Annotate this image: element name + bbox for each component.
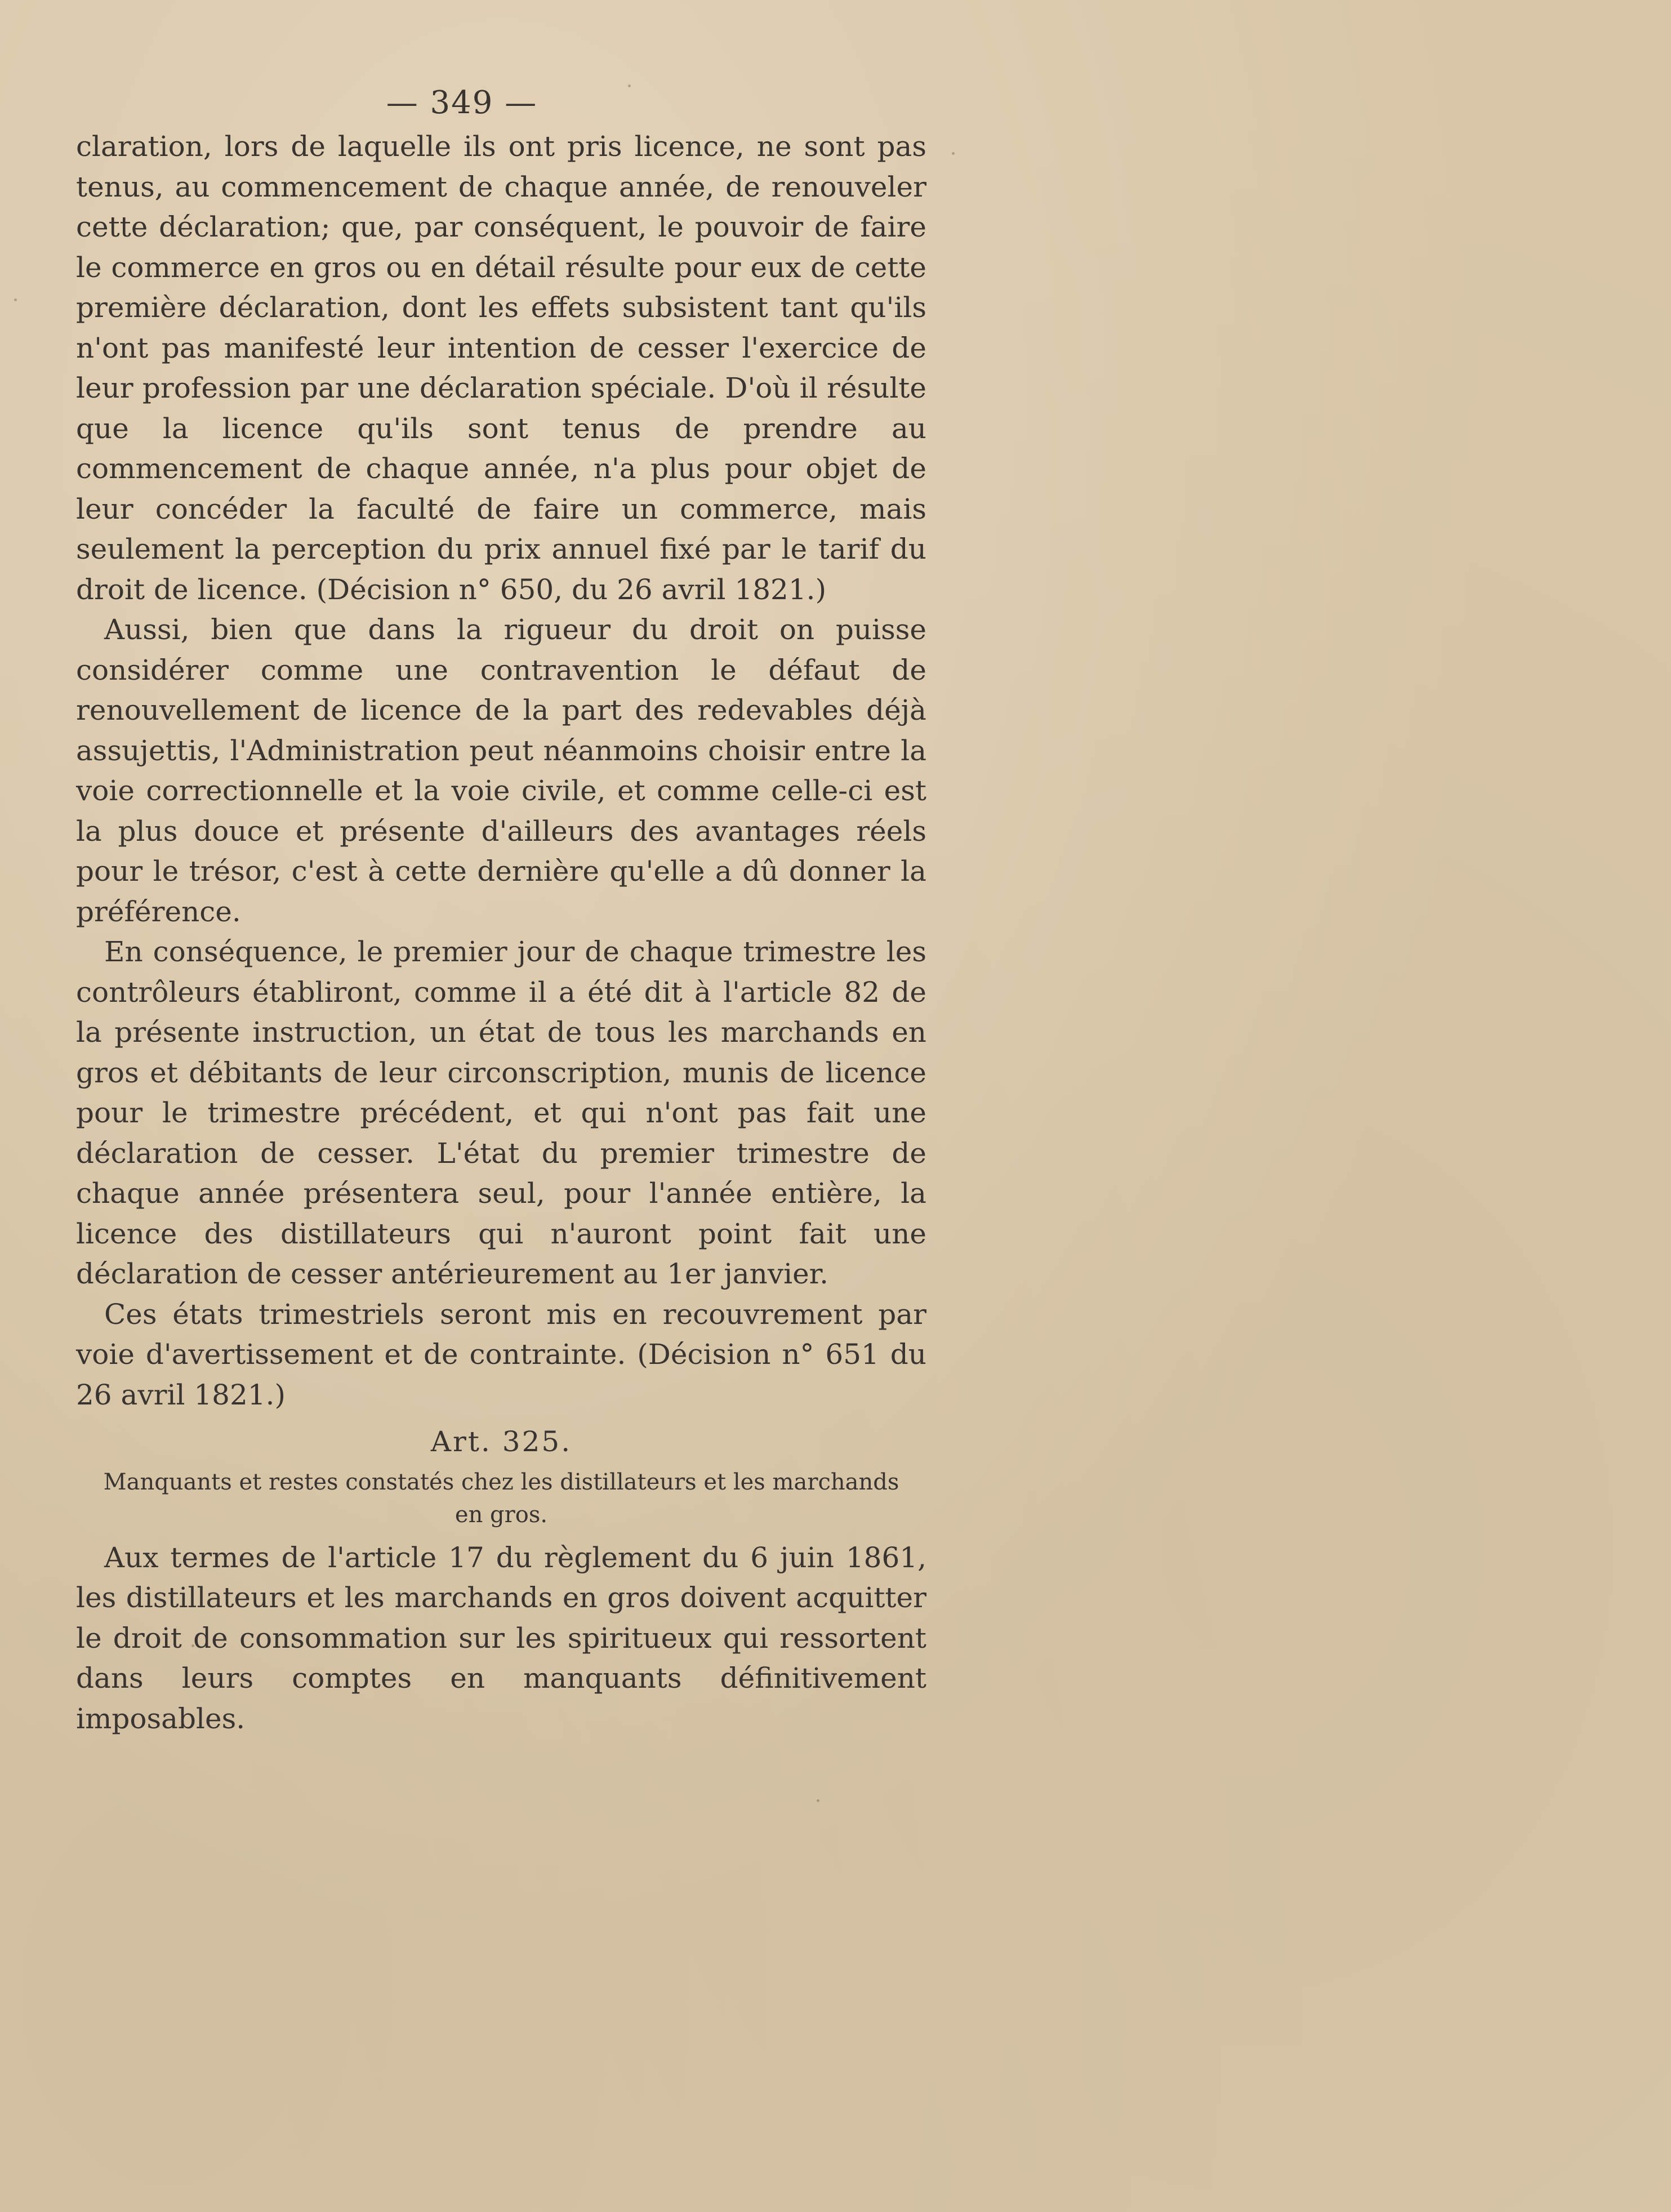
paragraph: Aux termes de l'article 17 du règlement du 6 juin 1861, les distillateurs et les marchands en gros doivent acquitter le droit de consommation sur les spiritueux qui ressortent dans leurs comptes en manquants définitivement imposables. xyxy=(76,1541,926,1735)
paragraph: En conséquence, le premier jour de chaque trimestre les contrôleurs établiront, comme il a été dit à l'article 82 de la présente instruction, un état de tous les marchands en gros et débitants de leur circonscription, munis de licence pour le trimestre précédent, et qui n'ont pas fait une déclaration de cesser. L'état du premier trimestre de chaque année présentera seul, pour l'année entière, la licence des distillateurs qui n'auront point fait une déclaration de cesser antérieurement au 1er janvier. xyxy=(76,935,926,1290)
paper-speck xyxy=(191,1644,194,1647)
paper-speck xyxy=(817,1799,819,1802)
paragraph: Aussi, bien que dans la rigueur du droit on puisse considérer comme une contravention le défaut de renouvellement de licence de la part des redevables déjà assujettis, l'Administration peut néanmoins choisir entre la voie correctionnelle et la voie civile, et comme celle-ci est la plus douce et présente d'ailleurs des avantages réels pour le trésor, c'est à cette dernière qu'elle a dû donner la préférence. xyxy=(76,613,926,928)
paper-speck xyxy=(952,152,955,155)
paper-speck xyxy=(628,84,631,87)
page-number: — 349 — xyxy=(386,84,538,121)
article-subheading: Manquants et restes constatés chez les distillateurs et les marchands en gros. xyxy=(103,1469,899,1528)
body-text xyxy=(76,127,926,1739)
paragraph: Ces états trimestriels seront mis en recouvrement par voie d'avertissement et de contrainte. (Décision n° 651 du 26 avril 1821.) xyxy=(76,1297,926,1411)
article-heading: Art. 325. xyxy=(430,1425,572,1458)
paragraph-continuation: claration, lors de laquelle ils ont pris licence, ne sont pas tenus, au commencement de chaque année, de renouveler cette déclaration; que, par conséquent, le pouvoir de faire le commerce en gros ou en détail résulte pour eux de cette première déclaration, dont les effets subsistent tant qu'ils n'ont pas manifesté leur intention de cesser l'exercice de leur profession par une déclaration spéciale. D'où il résulte que la licence qu'ils sont tenus de prendre au commencement de chaque année, n'a plus pour objet de leur concéder la faculté de faire un commerce, mais seulement la perception du prix annuel fixé par le tarif du droit de licence. (Décision n° 650, du 26 avril 1821.) xyxy=(76,130,926,606)
paper-speck xyxy=(14,298,17,301)
